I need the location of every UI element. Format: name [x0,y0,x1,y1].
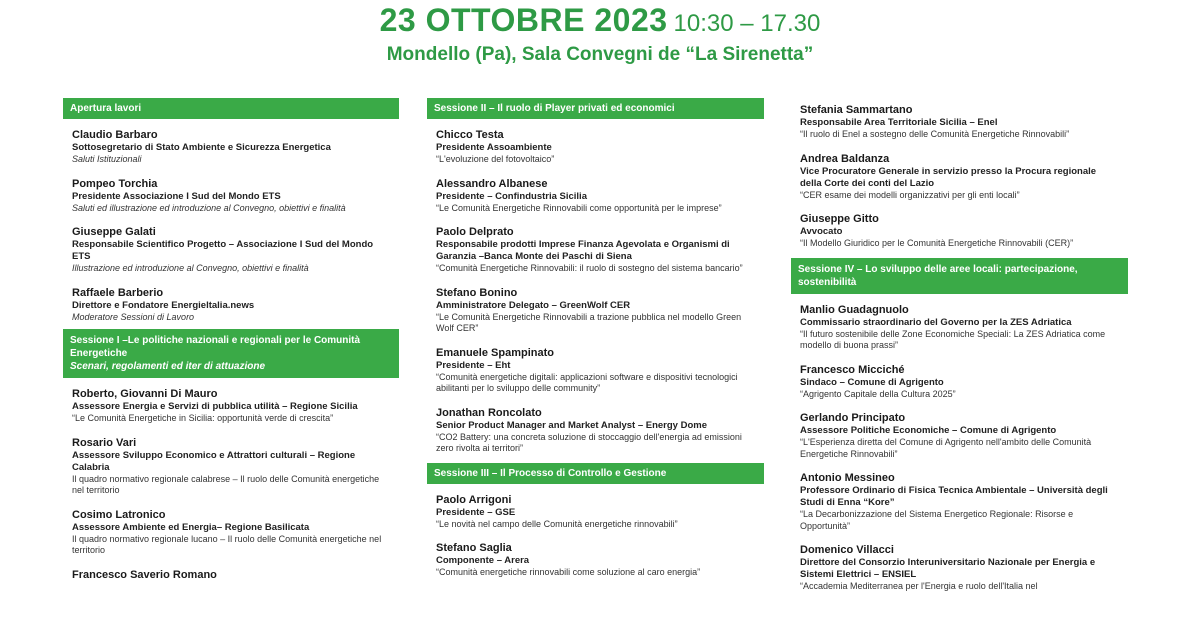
speaker-role: Sottosegretario di Stato Ambiente e Sicurezza Energetica [72,142,331,153]
speaker-topic: “L'evoluzione del fotovoltaico” [436,154,555,164]
speaker-name: Stefano Saglia [436,542,512,554]
speaker [791,364,1128,401]
speaker [427,129,764,166]
speaker-topic: “La Decarbonizzazione del Sistema Energetico Regionale: Risorse e Opportunità” [800,509,1074,531]
speaker [427,287,764,335]
speaker-role: Direttore del Consorzio Interuniversitario Nazionale per Energia e Sistemi Elettrici – ENSIEL [800,557,1096,580]
speaker [791,98,1128,141]
speaker-name: Andrea Baldanza [800,152,890,165]
speaker-role: Sindaco – Comune di Agrigento [800,376,944,388]
speaker-name: Giuseppe Gitto [800,213,879,225]
speaker-role: Assessore Sviluppo Economico e Attrattori culturali – Regione Calabria [72,449,356,473]
speaker-topic: Saluti ed illustrazione ed introduzione al Convegno, obiettivi e finalità [72,202,346,213]
speaker-name: Roberto, Giovanni Di Mauro [72,388,218,400]
speaker-name: Francesco Micciché [800,363,905,376]
speaker [427,347,764,395]
speaker-topic: “Le novità nel campo delle Comunità energetiche rinnovabili” [436,518,678,529]
speaker-name: Domenico Villacci [800,544,894,556]
speaker [63,509,399,557]
speaker-name: Emanuele Spampinato [436,346,554,359]
event-time: 10:30 – 17.30 [673,10,821,37]
speaker-name: Chicco Testa [436,129,504,141]
speaker-role: Presidente Assoambiente [436,142,552,153]
speaker-topic: Il quadro normativo regionale calabrese – Il ruolo delle Comunità energetiche nel territorio [72,473,380,495]
speaker-topic: “Le Comunità Energetiche Rinnovabili a trazione pubblica nel modello Green Wolf CER” [436,311,742,333]
speaker-role: Commissario straordinario del Governo per la ZES Adriatica [800,316,1072,328]
speaker-name: Claudio Barbaro [72,129,158,141]
speaker [427,542,764,579]
speaker [427,407,764,455]
session-header-opening: Apertura lavori [63,98,399,119]
speaker [791,304,1128,352]
speaker-name: Francesco Saverio Romano [72,568,217,581]
speaker [791,412,1128,460]
speaker-name: Cosimo Latronico [72,508,166,521]
speaker [63,437,399,497]
speaker-name: Stefania Sammartano [800,104,913,116]
speaker-role: Assessore Energia e Servizi di pubblica utilità – Regione Sicilia [72,401,358,412]
speaker-topic: “Le Comunità Energetiche in Sicilia: opportunità verde di crescita” [72,413,334,423]
speaker [63,287,399,324]
speaker [427,178,764,215]
speaker [427,494,764,531]
speaker-role: Responsabile Area Territoriale Sicilia – Enel [800,117,998,128]
speaker-role: Assessore Politiche Economiche – Comune di Agrigento [800,425,1057,436]
speaker-role: Avvocato [800,226,843,237]
speaker [427,226,764,275]
speaker-name: Manlio Guadagnuolo [800,303,909,316]
speaker [63,569,399,582]
speaker-topic: “CO2 Battery: una concreta soluzione di stoccaggio dell'energia ad emissioni zero rivolta ai territori” [436,431,742,453]
session-header-4: Sessione IV – Lo sviluppo delle aree locali: partecipazione, sostenibilità [791,258,1128,294]
speaker-role: Professore Ordinario di Fisica Tecnica Ambientale – Università degli Studi di Enna “Kore” [800,485,1108,508]
speaker-name: Alessandro Albanese [436,177,548,190]
speaker-role: Presidente – GSE [436,506,516,518]
speaker-role: Senior Product Manager and Market Analyst – Energy Dome [436,419,707,431]
speaker-topic: “Comunità energetiche digitali: applicazioni software e dispositivi tecnologici abilitanti per lo sviluppo delle community” [436,371,738,393]
speaker-topic: “Accademia Mediterranea per l'Energia e ruolo dell'Italia nel [800,581,1038,591]
speaker-topic: “CER esame dei modelli organizzativi per gli enti locali” [800,189,1020,200]
speaker-topic: “Il ruolo di Enel a sostegno delle Comunità Energetiche Rinnovabili” [800,129,1070,139]
speaker-role: Presidente Associazione I Sud del Mondo ETS [72,190,281,202]
speaker-topic: “Comunità energetiche rinnovabili come soluzione al caro energia” [436,567,701,577]
speaker-role: Amministratore Delegato – GreenWolf CER [436,299,631,311]
program-column-2 [427,98,764,591]
speaker-topic: “Le Comunità Energetiche Rinnovabili come opportunità per le imprese” [436,202,722,213]
event-date: 23 OTTOBRE 2023 [379,2,668,38]
speaker-name: Raffaele Barberio [72,286,164,299]
speaker [791,472,1128,532]
session-header-2: Sessione II – Il ruolo di Player privati ed economici [427,98,764,119]
speaker-topic: “L'Esperienza diretta del Comune di Agrigento nell'ambito delle Comunità Energetiche Rinnovabili” [800,437,1092,459]
speaker-role: Presidente – Confindustria Sicilia [436,190,587,202]
session-title: Sessione I –Le politiche nazionali e regionali per le Comunità Energetiche [70,335,361,359]
speaker-topic: “Agrigento Capitale della Cultura 2025” [800,388,956,399]
speaker-name: Pompeo Torchia [72,177,158,190]
speaker-topic: Moderatore Sessioni di Lavoro [72,311,195,322]
speaker-name: Paolo Delprato [436,226,514,238]
session-header-3: Sessione III – Il Processo di Controllo e Gestione [427,463,764,484]
speaker-topic: Saluti Istituzionali [72,154,142,164]
speaker-topic: “Il Modello Giuridico per le Comunità Energetiche Rinnovabili (CER)” [800,238,1074,248]
speaker-name: Paolo Arrigoni [436,493,512,506]
speaker-topic: “Comunità Energetiche Rinnovabili: il ruolo di sostegno del sistema bancario” [436,263,743,273]
speaker-name: Giuseppe Galati [72,226,156,238]
speaker-role: Assessore Ambiente ed Energia– Regione Basilicata [72,521,310,533]
speaker-topic: “Il futuro sostenibile delle Zone Economiche Speciali: La ZES Adriatica come modello di buona prassi” [800,328,1106,350]
speaker-role: Direttore e Fondatore Energieltalia.news [72,299,255,311]
speaker-role: Responsabile prodotti Imprese Finanza Agevolata e Organismi di Garanzia –Banca Monte dei Paschi di Siena [436,239,730,262]
speaker [791,153,1128,202]
speaker-name: Gerlando Principato [800,412,906,424]
speaker-role: Componente – Arera [436,555,530,566]
session-header-1 [63,329,399,378]
speaker [63,178,399,215]
speaker-role: Responsabile Scientifico Progetto – Associazione I Sud del Mondo ETS [72,239,374,262]
speaker [63,226,399,275]
speaker-name: Rosario Vari [72,436,137,449]
speaker [63,129,399,166]
program-column-1 [63,98,399,594]
speaker-name: Jonathan Roncolato [436,406,542,419]
speaker-name: Antonio Messineo [800,472,895,484]
speaker [791,544,1128,593]
speaker-topic: Il quadro normativo regionale lucano – Il ruolo delle Comunità energetiche nel territorio [72,533,382,555]
speaker-role: Presidente – Eht [436,359,511,371]
speaker-name: Stefano Bonino [436,286,518,299]
speaker [791,213,1128,250]
session-subtitle: Scenari, regolamenti ed iter di attuazione [70,361,266,372]
speaker-role: Vice Procuratore Generale in servizio presso la Procura regionale della Corte dei conti del Lazio [800,165,1097,189]
program-column-3 [791,98,1128,605]
speaker-topic: Illustrazione ed introduzione al Convegno, obiettivi e finalità [72,263,309,273]
speaker [63,388,399,425]
event-venue: Mondello (Pa), Sala Convegni de “La Sirenetta” [386,44,814,65]
header [0,0,1200,80]
date-line [0,0,1200,47]
